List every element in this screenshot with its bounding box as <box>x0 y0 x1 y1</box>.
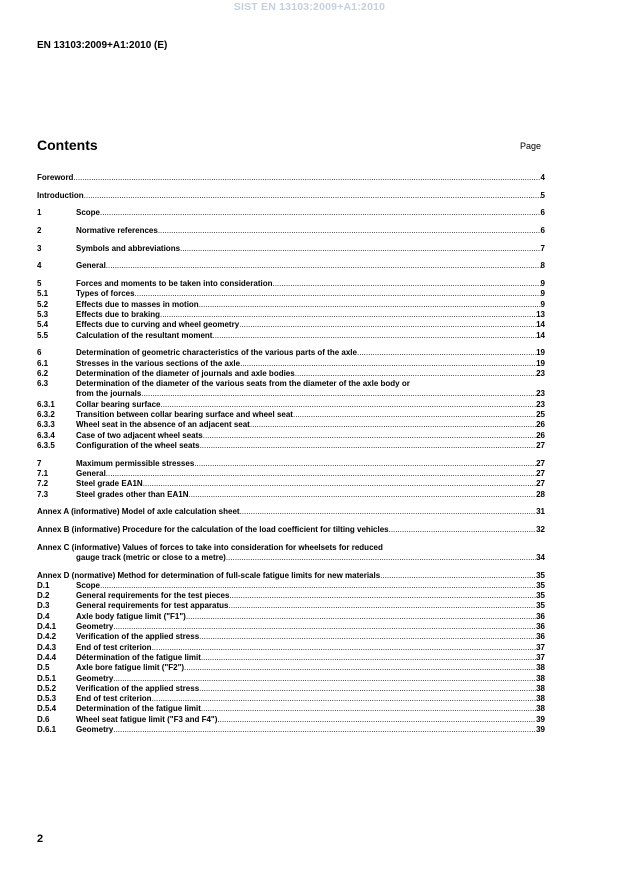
toc-entry-title: Effects due to braking <box>76 310 161 320</box>
toc-entry[interactable] <box>37 612 545 622</box>
toc-entry-number: D.2 <box>37 591 50 601</box>
toc-leader-dots <box>152 643 537 653</box>
toc-entry-page: 13 <box>536 310 545 320</box>
toc-entry[interactable] <box>37 420 545 430</box>
toc-entry-page: 14 <box>536 330 545 340</box>
toc-entry[interactable] <box>37 369 545 379</box>
toc-entry-page: 8 <box>540 261 545 271</box>
toc-entry-page: 23 <box>536 399 545 409</box>
toc-entry-title: Steel grades other than EA1N <box>76 489 189 499</box>
toc-entry-page: 4 <box>540 173 545 182</box>
toc-entry[interactable] <box>37 348 545 358</box>
toc-leader-dots <box>239 320 536 330</box>
toc-entry-title: Forces and moments to be taken into consideration <box>76 279 273 289</box>
toc-leader-dots <box>201 653 536 663</box>
toc-entry-number: 5.1 <box>37 289 49 299</box>
toc-entry-title: Scope <box>76 208 101 218</box>
toc-entry[interactable] <box>37 191 545 201</box>
toc-entry-number: 5.4 <box>37 320 49 330</box>
toc-entry[interactable] <box>37 261 545 271</box>
toc-entry[interactable] <box>37 279 545 289</box>
toc-entry[interactable] <box>37 715 545 725</box>
toc-entry-title: Determination of the fatigue limit <box>76 704 201 714</box>
toc-entry-page: 39 <box>536 714 545 724</box>
toc-entry-number: 6.3 <box>37 379 49 389</box>
toc-leader-dots <box>113 725 536 735</box>
toc-entry[interactable] <box>37 310 545 320</box>
page-number: 2 <box>37 833 44 845</box>
toc-entry-number: D.4.3 <box>37 642 57 652</box>
toc-entry-page: 35 <box>536 580 545 590</box>
toc-entry-title: Steel grade EA1N <box>76 479 143 489</box>
toc-entry-page: 38 <box>536 673 545 683</box>
toc-entry-title: Maximum permissible stresses <box>76 458 195 468</box>
toc-leader-dots <box>250 420 536 430</box>
toc-entry-page: 27 <box>536 468 545 478</box>
toc-entry-number: D.4.4 <box>37 652 57 662</box>
toc-entry[interactable] <box>37 320 545 330</box>
toc-entry-number: D.6.1 <box>37 725 57 735</box>
toc-entry-title: Wheel seat in the absence of an adjacent seat <box>76 420 250 430</box>
toc-entry-page: 38 <box>536 694 545 704</box>
toc-leader-dots <box>113 622 536 632</box>
toc-leader-dots <box>293 410 536 420</box>
toc-entry-number: 6.3.5 <box>37 440 55 450</box>
toc-entry-title: General requirements for the test pieces <box>76 591 230 601</box>
toc-entry-title: Annex A (informative) Model of axle calculation sheet <box>37 507 240 517</box>
toc-entry-page: 32 <box>536 524 545 534</box>
toc-leader-dots <box>357 348 536 358</box>
toc-entry-title: Normative references <box>76 226 158 236</box>
toc-entry-title: Détermination of the fatigue limit <box>76 652 201 662</box>
toc-entry-title: Geometry <box>76 673 114 683</box>
toc-leader-dots <box>380 571 536 581</box>
toc-entry-page: 27 <box>536 479 545 489</box>
toc-leader-dots <box>106 469 536 479</box>
toc-entry-number: 6 <box>37 348 42 358</box>
toc-entry[interactable] <box>37 379 545 389</box>
toc-leader-dots <box>152 694 537 704</box>
toc-entry-page: 36 <box>536 622 545 632</box>
toc-entry-title: Collar bearing surface <box>76 399 161 409</box>
toc-entry-page: 38 <box>536 704 545 714</box>
toc-leader-dots <box>212 331 536 341</box>
toc-leader-dots <box>160 310 536 320</box>
toc-leader-dots <box>135 289 541 299</box>
toc-entry-number: D.4.1 <box>37 622 57 632</box>
toc-entry-title: Case of two adjacent wheel seats <box>76 430 203 440</box>
toc-entry-number: D.5.4 <box>37 704 57 714</box>
contents-heading: Contents <box>37 137 98 153</box>
toc-entry-title: from the journals <box>76 389 142 399</box>
toc-entry[interactable] <box>37 591 545 601</box>
toc-entry[interactable] <box>37 653 545 663</box>
toc-entry-page: 38 <box>536 663 545 673</box>
toc-entry-page: 36 <box>536 611 545 621</box>
toc-entry[interactable] <box>37 208 545 218</box>
toc-entry-title: Geometry <box>76 622 114 632</box>
toc-entry-number: D.5.1 <box>37 673 57 683</box>
toc-entry-page: 6 <box>540 208 545 218</box>
toc-entry-title: Determination of geometric characteristics of the various parts of the axle <box>76 348 357 358</box>
toc-entry[interactable] <box>37 543 545 553</box>
toc-entry-page: 5 <box>540 190 545 200</box>
toc-entry-title: Annex B (informative) Procedure for the calculation of the load coefficient for tilting vehicles <box>37 524 389 534</box>
toc-entry-number: 5.2 <box>37 299 49 309</box>
toc-entry-number: D.5.2 <box>37 683 57 693</box>
toc-entry-number: 6.2 <box>37 368 49 378</box>
toc-leader-dots <box>295 369 536 379</box>
toc-entry-page: 19 <box>536 348 545 358</box>
toc-leader-dots <box>180 244 541 254</box>
toc-entry-number: 6.3.4 <box>37 430 55 440</box>
toc-leader-dots <box>158 226 541 236</box>
toc-leader-dots <box>84 191 541 201</box>
toc-entry[interactable] <box>37 226 545 236</box>
toc-entry-number: 6.3.1 <box>37 399 55 409</box>
toc-leader-dots <box>184 663 536 673</box>
toc-entry-title: Axle body fatigue limit ("F1") <box>76 611 186 621</box>
toc-entry-title: gauge track (metric or close to a metre) <box>76 552 226 562</box>
toc-entry-number: D.4.2 <box>37 632 57 642</box>
toc-entry-number: 2 <box>37 226 42 236</box>
toc-entry-page: 27 <box>536 440 545 450</box>
toc-entry-title: Introduction <box>37 190 84 200</box>
toc-entry[interactable] <box>37 479 545 489</box>
toc-entry-title: End of test criterion <box>76 642 152 652</box>
toc-leader-dots <box>200 441 537 451</box>
toc-entry-title: Configuration of the wheel seats <box>76 440 200 450</box>
toc-leader-dots <box>160 400 536 410</box>
toc-entry-number: 1 <box>37 208 42 218</box>
toc-entry-page: 23 <box>536 389 545 399</box>
table-of-contents <box>37 173 545 735</box>
toc-entry[interactable] <box>37 173 545 183</box>
toc-leader-dots <box>240 359 536 369</box>
toc-leader-dots <box>217 715 536 725</box>
toc-leader-dots <box>199 300 541 310</box>
toc-entry-number: 6.1 <box>37 358 49 368</box>
toc-entry-number: 5.3 <box>37 310 49 320</box>
toc-entry-title: General <box>76 261 106 271</box>
toc-entry-number: D.1 <box>37 580 50 590</box>
toc-leader-dots <box>100 581 536 591</box>
toc-entry-number: 7.2 <box>37 479 49 489</box>
toc-leader-dots <box>186 612 536 622</box>
toc-leader-dots <box>188 490 536 500</box>
toc-leader-dots <box>141 389 536 399</box>
toc-entry-page: 26 <box>536 430 545 440</box>
toc-entry[interactable] <box>37 244 545 254</box>
toc-entry-title: Stresses in the various sections of the axle <box>76 358 241 368</box>
toc-leader-dots <box>203 431 536 441</box>
toc-entry-page: 28 <box>536 489 545 499</box>
toc-leader-dots <box>113 674 536 684</box>
toc-entry[interactable] <box>37 431 545 441</box>
toc-entry-number: 7.3 <box>37 489 49 499</box>
toc-entry-number: D.5.3 <box>37 694 57 704</box>
toc-leader-dots <box>272 279 540 289</box>
toc-entry-number: 6.3.3 <box>37 420 55 430</box>
toc-entry[interactable] <box>37 359 545 369</box>
toc-entry-number: 6.3.2 <box>37 410 55 420</box>
toc-entry-title: Determination of the diameter of the various seats from the diameter of the axle body or <box>76 379 410 389</box>
toc-entry[interactable] <box>37 289 545 299</box>
toc-entry-page: 39 <box>536 725 545 735</box>
toc-leader-dots <box>100 208 541 218</box>
toc-entry-number: 5 <box>37 279 42 289</box>
toc-leader-dots <box>73 173 540 183</box>
toc-entry-page: 7 <box>540 243 545 253</box>
toc-entry-page: 19 <box>536 358 545 368</box>
toc-leader-dots <box>143 479 536 489</box>
toc-entry-page: 37 <box>536 652 545 662</box>
toc-entry[interactable] <box>37 725 545 735</box>
toc-entry-title: General requirements for test apparatus <box>76 601 229 611</box>
toc-entry[interactable] <box>37 469 545 479</box>
toc-entry[interactable] <box>37 581 545 591</box>
toc-entry[interactable] <box>37 331 545 341</box>
toc-leader-dots <box>226 553 536 563</box>
toc-entry-page: 14 <box>536 320 545 330</box>
toc-entry-page: 9 <box>540 289 545 299</box>
toc-entry[interactable] <box>37 441 545 451</box>
toc-entry-page: 9 <box>540 299 545 309</box>
toc-entry-title: Geometry <box>76 725 114 735</box>
toc-entry-title: Verification of the applied stress <box>76 632 200 642</box>
toc-entry-title: Annex D (normative) Method for determination of full-scale fatigue limits for new materials <box>37 570 381 580</box>
toc-entry-title: Wheel seat fatigue limit ("F3 and F4") <box>76 714 218 724</box>
toc-entry[interactable] <box>37 643 545 653</box>
toc-entry-page: 35 <box>536 570 545 580</box>
toc-leader-dots <box>106 261 541 271</box>
toc-leader-dots <box>240 507 537 517</box>
toc-leader-dots <box>199 684 536 694</box>
page-column-label: Page <box>520 141 542 151</box>
toc-entry-title: Verification of the applied stress <box>76 683 200 693</box>
toc-entry[interactable] <box>37 507 545 517</box>
toc-entry-number: 7 <box>37 458 42 468</box>
toc-entry-title: Axle bore fatigue limit ("F2") <box>76 663 185 673</box>
toc-entry-title: Annex C (informative) Values of forces to take into consideration for wheelsets for reduced <box>37 542 383 552</box>
toc-entry-number: 3 <box>37 243 42 253</box>
toc-entry-title: Determination of the diameter of journals and axle bodies <box>76 368 295 378</box>
toc-entry-title: Foreword <box>37 173 74 182</box>
toc-entry-page: 26 <box>536 420 545 430</box>
toc-leader-dots <box>389 525 536 535</box>
watermark-text: SIST EN 13103:2009+A1:2010 <box>233 1 386 13</box>
toc-entry[interactable] <box>37 300 545 310</box>
toc-entry[interactable] <box>37 459 545 469</box>
toc-entry-title: Transition between collar bearing surface and wheel seat <box>76 410 293 420</box>
toc-entry[interactable] <box>37 704 545 714</box>
toc-entry-page: 9 <box>540 279 545 289</box>
toc-entry-title: End of test criterion <box>76 694 152 704</box>
toc-entry-title: Effects due to curving and wheel geometry <box>76 320 240 330</box>
toc-entry-page: 31 <box>536 507 545 517</box>
toc-entry-title: General <box>76 468 106 478</box>
toc-entry-page: 38 <box>536 683 545 693</box>
toc-entry-page: 35 <box>536 601 545 611</box>
toc-entry[interactable] <box>37 663 545 673</box>
toc-entry-number: D.4 <box>37 611 50 621</box>
toc-entry[interactable] <box>37 622 545 632</box>
toc-entry[interactable] <box>37 674 545 684</box>
toc-entry-number: D.6 <box>37 714 50 724</box>
toc-entry[interactable] <box>37 571 545 581</box>
toc-leader-dots <box>194 459 536 469</box>
toc-entry[interactable] <box>37 490 545 500</box>
toc-entry[interactable] <box>37 400 545 410</box>
toc-leader-dots <box>229 601 537 611</box>
toc-entry-page: 6 <box>540 226 545 236</box>
toc-leader-dots <box>229 591 536 601</box>
toc-entry-number: 7.1 <box>37 468 49 478</box>
toc-entry-page: 25 <box>536 410 545 420</box>
toc-entry[interactable] <box>37 389 545 399</box>
toc-entry-page: 23 <box>536 368 545 378</box>
toc-entry-page: 35 <box>536 591 545 601</box>
toc-entry-page: 36 <box>536 632 545 642</box>
toc-entry-title: Calculation of the resultant moment <box>76 330 213 340</box>
toc-entry-page: 34 <box>536 552 545 562</box>
toc-entry-title: Effects due to masses in motion <box>76 299 199 309</box>
toc-entry-title: Scope <box>76 580 101 590</box>
toc-entry[interactable] <box>37 525 545 535</box>
toc-entry-number: D.3 <box>37 601 50 611</box>
toc-entry-number: D.5 <box>37 663 50 673</box>
toc-entry-title: Types of forces <box>76 289 135 299</box>
toc-entry-page: 27 <box>536 458 545 468</box>
document-id: EN 13103:2009+A1:2010 (E) <box>37 40 168 51</box>
toc-leader-dots <box>201 704 536 714</box>
toc-entry[interactable] <box>37 601 545 611</box>
toc-entry[interactable] <box>37 632 545 642</box>
toc-entry-number: 5.5 <box>37 330 49 340</box>
toc-entry[interactable] <box>37 694 545 704</box>
toc-entry[interactable] <box>37 553 545 563</box>
toc-leader-dots <box>199 632 536 642</box>
toc-entry-number: 4 <box>37 261 42 271</box>
toc-entry-page: 37 <box>536 642 545 652</box>
toc-entry-title: Symbols and abbreviations <box>76 243 181 253</box>
toc-entry[interactable] <box>37 684 545 694</box>
toc-entry[interactable] <box>37 410 545 420</box>
